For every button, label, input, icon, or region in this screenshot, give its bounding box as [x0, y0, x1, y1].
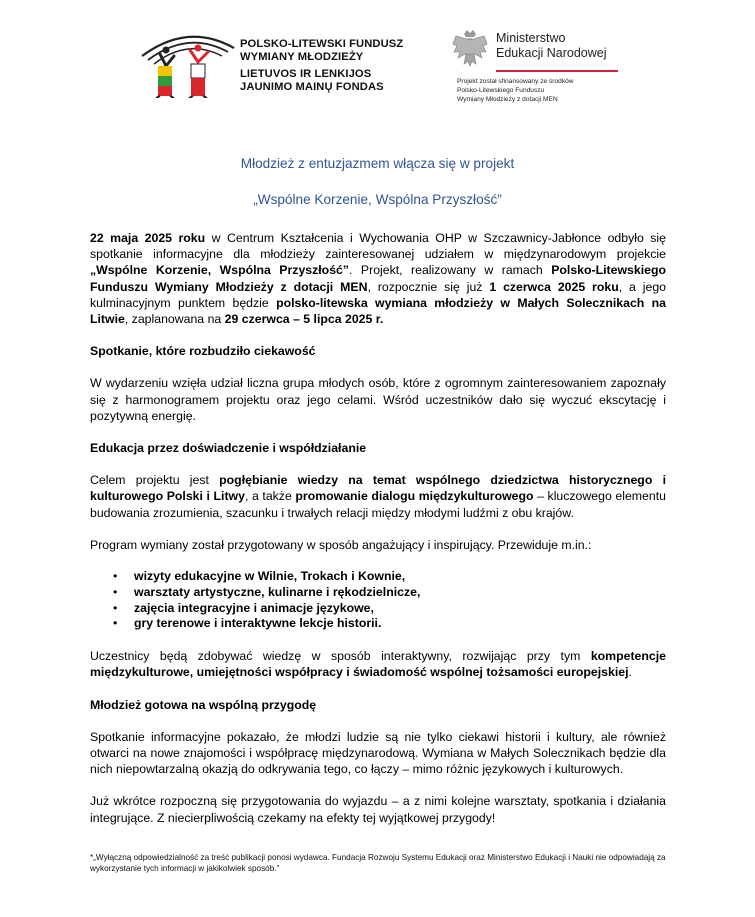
project-name-title: „Wspólne Korzenie, Wspólna Przyszłość”: [253, 192, 502, 207]
document-title: Młodzież z entuzjazmem włącza się w projekt: [240, 156, 515, 171]
ministry-divider: [496, 70, 618, 72]
bold-text: 22 maja 2025 roku: [90, 231, 206, 245]
ministry-name: Ministerstwo Edukacji Narodowej: [496, 31, 607, 60]
text-run: , zaplanowana na: [124, 312, 225, 327]
bold-text: promowanie dialogu międzykulturowego: [295, 489, 534, 504]
fund-logo-icon: [138, 26, 238, 98]
intro-paragraph: [90, 230, 666, 327]
disclaimer-footnote: *„Wyłączną odpowiedzialność za treść publikacji ponosi wydawca. Fundacja Rozwoju Systemu Edukacji oraz Ministerstwo Edukacji i Nauki nie odpowiadają za wykorzystanie tych informacji w jakikolwiek sposób.”: [90, 853, 666, 873]
text-run: Celem projektu jest: [90, 473, 220, 488]
bold-text: 29 czerwca – 5 lipca 2025 r.: [224, 312, 384, 327]
text-run: Uczestnicy będą zdobywać wiedzę w sposób interaktywny, rozwijając przy tym: [90, 649, 591, 664]
bold-text: Polsko-Litewskiego Funduszu Wymiany Młodzieży z dotacji MEN: [90, 263, 666, 294]
section-heading: Edukacja przez doświadczenie i współdziałanie: [90, 441, 367, 456]
paragraph: Już wkrótce rozpoczną się przygotowania do wyjazdu – a z nimi kolejne warsztaty, spotkania i działania integrujące. Z niecierpliwością czekamy na efekty tej wyjątkowej przygody!: [90, 794, 666, 825]
list-item: • wizyty edukacyjne w Wilnie, Trokach i Kownie,: [113, 569, 666, 585]
list-item: • zajęcia integracyjne i animacje językowe,: [113, 601, 666, 617]
section-heading: Spotkanie, które rozbudziło ciekawość: [90, 344, 316, 359]
text-run: , a także: [244, 489, 296, 504]
page-header: [0, 0, 755, 120]
paragraph: Program wymiany został przygotowany w sposób angażujący i inspirujący. Przewiduje m.in.:: [90, 537, 592, 552]
bold-text: kompetencje międzykulturowe, umiejętności współpracy i świadomość wspólnej tożsamości europejskiej: [90, 649, 666, 680]
activities-list: [113, 569, 666, 632]
fund-name: POLSKO-LITEWSKI FUNDUSZ WYMIANY MŁODZIEŻY LIETUVOS IR LENKIJOS JAUNIMO MAINŲ FONDAS: [240, 38, 404, 93]
bold-text: „Wspólne Korzenie, Wspólna Przyszłość”: [90, 263, 350, 278]
text-run: , rozpocznie się już: [367, 279, 490, 294]
bold-text: 1 czerwca 2025 roku: [489, 279, 619, 294]
text-run: w Centrum Kształcenia i Wychowania OHP w Szczawnicy-Jabłonce odbyło się spotkanie informacyjne dla młodzieży zainteresowanej udziałem w międzynarodowym projekcie: [90, 231, 666, 262]
paragraph: Spotkanie informacyjne pokazało, że młodzi ludzie są nie tylko ciekawi historii i kultury, ale również otwarci na nowe znajomości i współpracę międzynarodową. Wymiana w Małych Solecznikach będzie dla nich niepowtarzalną okazją do odkrywania tego, co łączy – mimo różnic językowych i kulturowych.: [90, 729, 666, 777]
article-body: [90, 230, 666, 826]
eagle-emblem-icon: [451, 28, 489, 70]
paragraph: [90, 648, 666, 680]
ministry-funding-note: Projekt został sfinansowany ze środków Polsko-Litewskiego Funduszu Wymiany Młodzieży z dotacji MEN: [457, 78, 574, 103]
section-heading: Młodzież gotowa na wspólną przygodę: [90, 697, 317, 712]
text-run: , a jego kulminacyjnym punktem będzie: [90, 279, 667, 310]
paragraph: [90, 472, 666, 521]
list-item: • warsztaty artystyczne, kulinarne i rękodzielnicze,: [113, 585, 666, 601]
text-run: – kluczowego elementu budowania zrozumienia, szacunku i trwałych relacji między młodymi ludźmi z obu krajów.: [90, 489, 666, 520]
paragraph: W wydarzeniu wzięła udział liczna grupa młodych osób, które z ogromnym zainteresowaniem zapoznały się z harmonogramem projektu oraz jego celami. Wśród uczestników dało się wyczuć ekscytację i pozytywną energię.: [90, 376, 666, 423]
text-run: .: [628, 665, 632, 680]
text-run: . Projekt, realizowany w ramach: [349, 263, 552, 278]
list-item: • gry terenowe i interaktywne lekcje historii.: [113, 616, 666, 632]
bold-text: polsko-litewska wymiana młodzieży w Małych Solecznikach na Litwie: [90, 295, 666, 327]
bold-text: pogłębianie wiedzy na temat wspólnego dziedzictwa historycznego i kulturowego Polski i Litwy: [90, 473, 666, 504]
